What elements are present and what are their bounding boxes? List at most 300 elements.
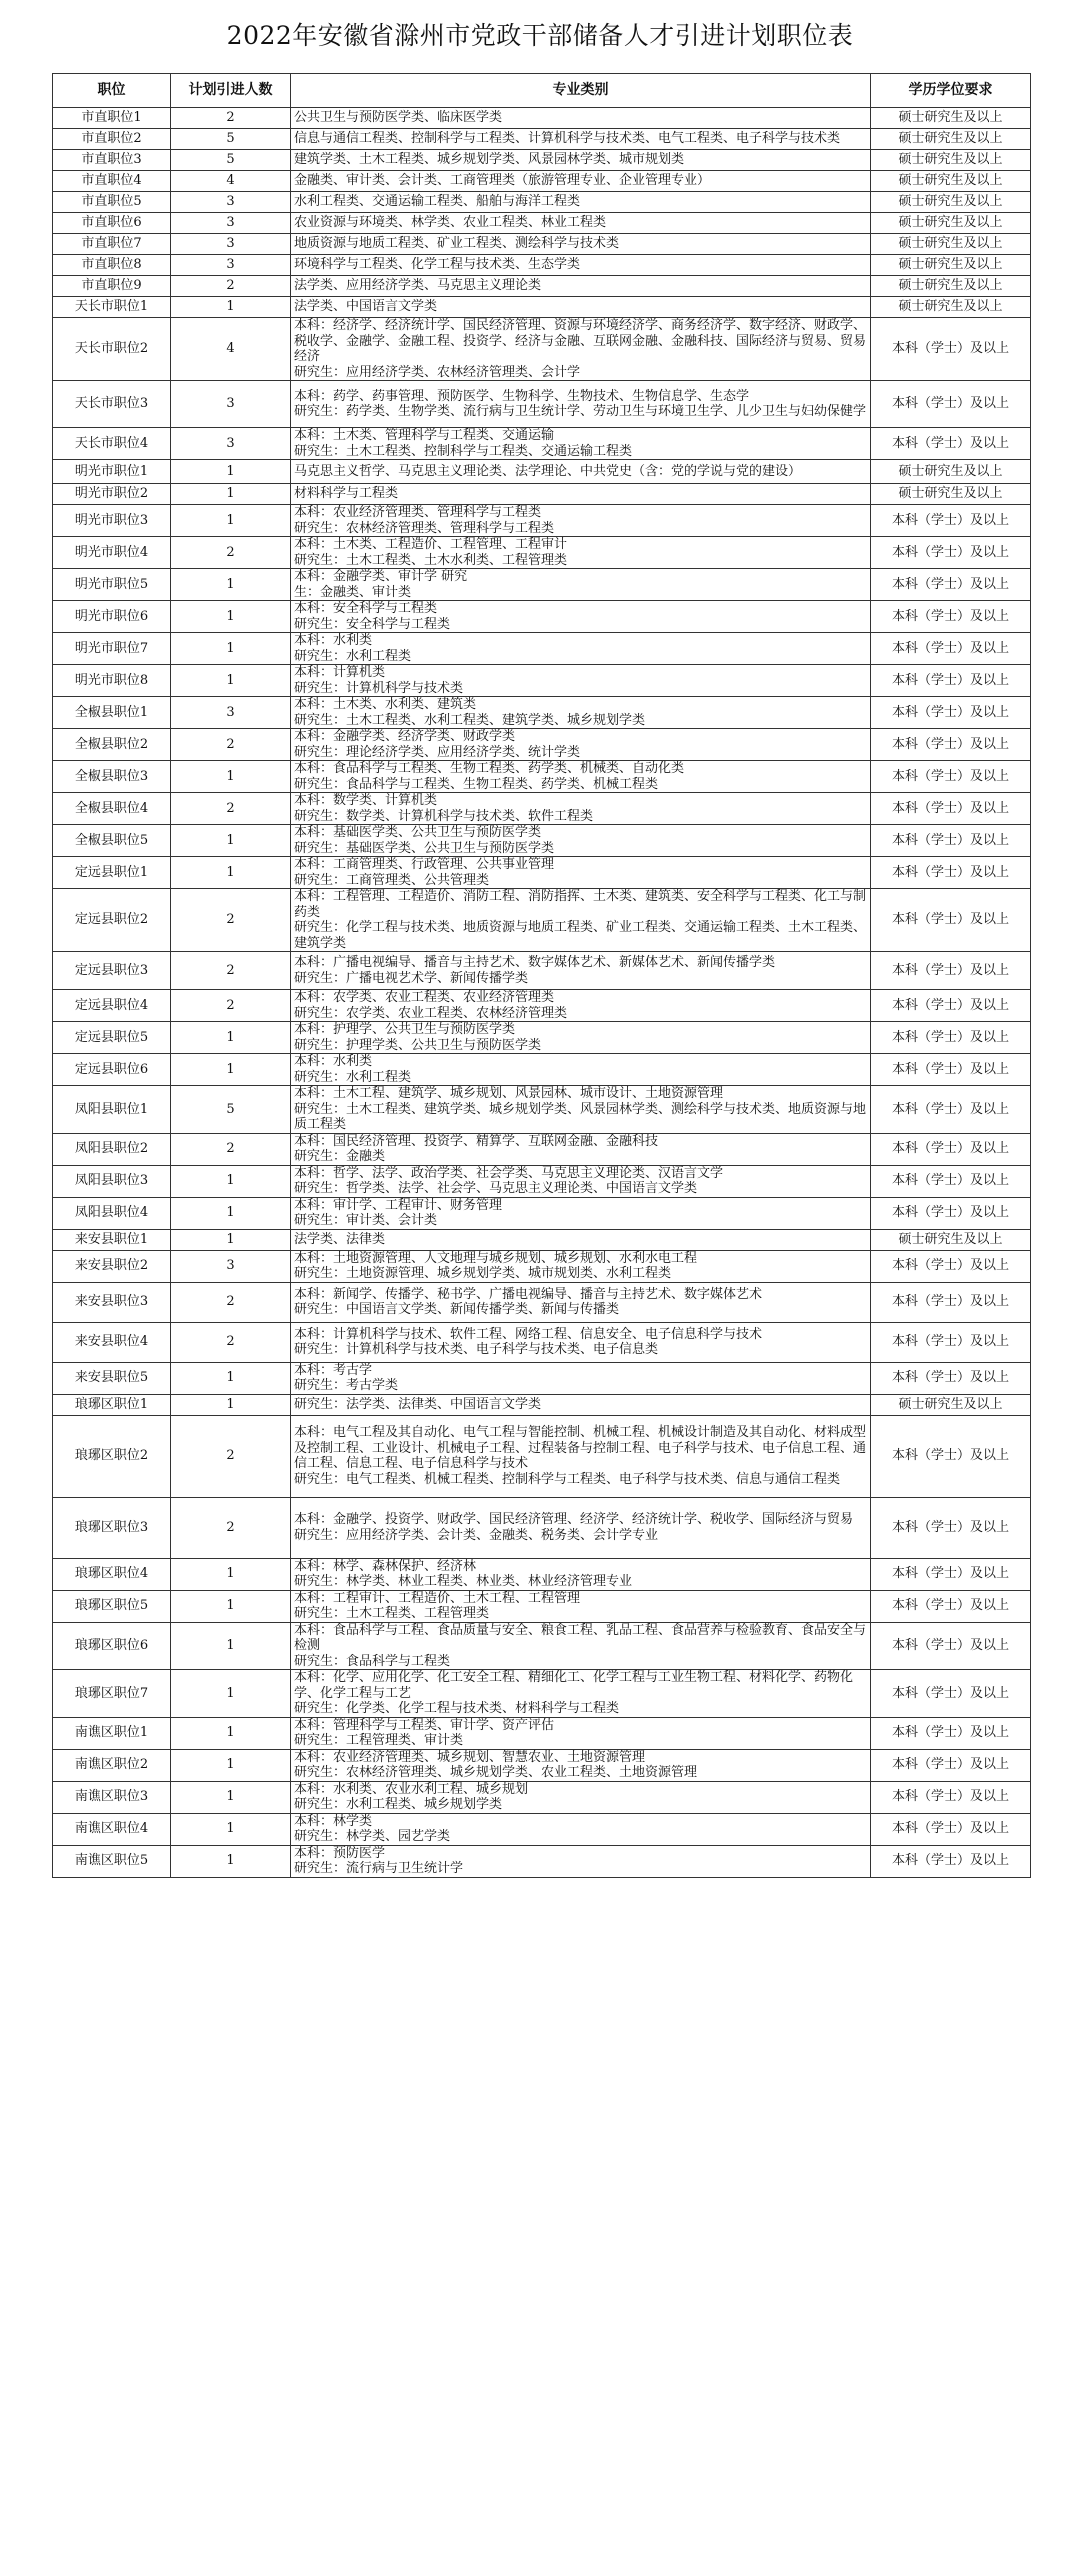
major-line: 本科：土木类、管理科学与工程类、交通运输 xyxy=(294,428,555,443)
major-line: 本科：计算机科学与技术、软件工程、网络工程、信息安全、电子信息科学与技术 xyxy=(294,1326,763,1342)
table-row xyxy=(53,1622,1031,1670)
cell-position: 市直职位6 xyxy=(53,213,171,234)
cell-degree: 本科（学士）及以上 xyxy=(871,761,1031,793)
major-line: 金融类、审计类、会计类、工商管理类（旅游管理专业、企业管理专业） xyxy=(294,173,711,189)
cell-major xyxy=(291,1717,871,1749)
major-line: 本科：工程管理、工程造价、消防工程、消防指挥、土木类、建筑类、安全科学与工程类、化工与制药类 xyxy=(294,889,867,920)
cell-major xyxy=(291,1781,871,1813)
cell-major xyxy=(291,990,871,1022)
major-line: 研究生：水利工程类 xyxy=(294,648,412,664)
cell-count: 3 xyxy=(171,428,291,460)
cell-count: 2 xyxy=(171,276,291,297)
cell-count: 1 xyxy=(171,825,291,857)
cell-major xyxy=(291,150,871,171)
cell-major xyxy=(291,1622,871,1670)
table-row xyxy=(53,192,1031,213)
cell-position: 琅琊区职位5 xyxy=(53,1590,171,1622)
table-row xyxy=(53,428,1031,460)
table-row xyxy=(53,1086,1031,1134)
cell-count: 5 xyxy=(171,150,291,171)
cell-position: 市直职位2 xyxy=(53,129,171,150)
cell-count: 4 xyxy=(171,171,291,192)
table-row xyxy=(53,505,1031,537)
cell-position: 明光市职位7 xyxy=(53,633,171,665)
cell-major xyxy=(291,1845,871,1877)
cell-degree: 本科（学士）及以上 xyxy=(871,1197,1031,1229)
table-row xyxy=(53,381,1031,428)
table-row xyxy=(53,171,1031,192)
cell-degree: 本科（学士）及以上 xyxy=(871,1622,1031,1670)
cell-position: 来安县职位5 xyxy=(53,1362,171,1394)
major-line: 研究生：土木工程类、土木水利类、工程管理类 xyxy=(294,552,568,568)
cell-count: 1 xyxy=(171,1394,291,1415)
cell-position: 凤阳县职位1 xyxy=(53,1086,171,1134)
cell-position: 市直职位8 xyxy=(53,255,171,276)
cell-count: 1 xyxy=(171,1717,291,1749)
table-row xyxy=(53,1197,1031,1229)
major-line: 本科：安全科学与工程类 xyxy=(294,601,438,616)
table-row xyxy=(53,460,1031,484)
cell-count: 3 xyxy=(171,255,291,276)
major-line: 研究生：金融类 xyxy=(294,1149,386,1164)
major-line: 研究生：土木工程类、水利工程类、建筑学类、城乡规划学类 xyxy=(294,712,646,728)
cell-count: 1 xyxy=(171,1781,291,1813)
major-line: 研究生：计算机科学与技术类、电子科学与技术类、电子信息类 xyxy=(294,1342,659,1357)
cell-position: 定远县职位1 xyxy=(53,857,171,889)
cell-position: 来安县职位4 xyxy=(53,1322,171,1362)
cell-position: 定远县职位3 xyxy=(53,952,171,990)
cell-degree: 硕士研究生及以上 xyxy=(871,108,1031,129)
cell-position: 市直职位1 xyxy=(53,108,171,129)
cell-count: 1 xyxy=(171,1845,291,1877)
major-line: 法学类、应用经济学类、马克思主义理论类 xyxy=(294,278,542,294)
cell-position: 明光市职位6 xyxy=(53,601,171,633)
cell-degree: 本科（学士）及以上 xyxy=(871,1133,1031,1165)
major-line: 研究生：理论经济学类、应用经济学类、统计学类 xyxy=(294,744,581,760)
major-line: 本科：土木类、水利类、建筑类 xyxy=(294,697,477,712)
cell-major xyxy=(291,1022,871,1054)
cell-major xyxy=(291,665,871,697)
table-row xyxy=(53,1282,1031,1322)
cell-major xyxy=(291,171,871,192)
major-line: 马克思主义哲学、马克思主义理论类、法学理论、中共党史（含：党的学说与党的建设） xyxy=(294,463,802,479)
cell-degree: 本科（学士）及以上 xyxy=(871,793,1031,825)
major-line: 研究生：农林经济管理类、城乡规划学类、农业工程类、土地资源管理 xyxy=(294,1765,698,1780)
table-body xyxy=(53,108,1031,1878)
major-line: 研究生：农林经济管理类、管理科学与工程类 xyxy=(294,520,555,536)
cell-position: 凤阳县职位2 xyxy=(53,1133,171,1165)
cell-major xyxy=(291,1497,871,1558)
major-line: 地质资源与地质工程类、矿业工程类、测绘科学与技术类 xyxy=(294,236,620,252)
major-line: 研究生：数学类、计算机科学与技术类、软件工程类 xyxy=(294,808,594,824)
cell-position: 凤阳县职位4 xyxy=(53,1197,171,1229)
major-line: 研究生：应用经济学类、农林经济管理类、会计学 xyxy=(294,364,581,380)
table-row xyxy=(53,1229,1031,1250)
cell-position: 琅琊区职位2 xyxy=(53,1415,171,1497)
cell-major xyxy=(291,1590,871,1622)
cell-count: 2 xyxy=(171,1497,291,1558)
major-line: 本科：水利类 xyxy=(294,1054,373,1069)
cell-major xyxy=(291,952,871,990)
major-line: 本科：工商管理类、行政管理、公共事业管理 xyxy=(294,857,555,872)
cell-degree: 本科（学士）及以上 xyxy=(871,381,1031,428)
cell-major xyxy=(291,1133,871,1165)
cell-count: 3 xyxy=(171,697,291,729)
cell-count: 1 xyxy=(171,1362,291,1394)
cell-major xyxy=(291,1054,871,1086)
major-line: 本科：电气工程及其自动化、电气工程与智能控制、机械工程、机械设计制造及其自动化、材料成型及控制工程、工业设计、机械电子工程、过程装备与控制工程、电子科学与技术、电子信息工程、通信工程、信息工程、电子信息科学与技术 xyxy=(294,1425,867,1471)
table-row xyxy=(53,1670,1031,1718)
table-row xyxy=(53,1717,1031,1749)
cell-count: 1 xyxy=(171,601,291,633)
cell-degree: 本科（学士）及以上 xyxy=(871,665,1031,697)
cell-count: 1 xyxy=(171,1197,291,1229)
cell-count: 2 xyxy=(171,889,291,952)
cell-degree: 本科（学士）及以上 xyxy=(871,505,1031,537)
cell-count: 2 xyxy=(171,729,291,761)
major-line: 建筑学类、土木工程类、城乡规划学类、风景园林学类、城市规划类 xyxy=(294,152,685,168)
table-row xyxy=(53,1497,1031,1558)
major-line: 本科：食品科学与工程类、生物工程类、药学类、机械类、自动化类 xyxy=(294,761,685,776)
major-line: 研究生：流行病与卫生统计学 xyxy=(294,1861,464,1876)
major-line: 本科：工程审计、工程造价、土木工程、工程管理 xyxy=(294,1590,581,1606)
cell-position: 琅琊区职位6 xyxy=(53,1622,171,1670)
cell-count: 1 xyxy=(171,460,291,484)
cell-position: 全椒县职位1 xyxy=(53,697,171,729)
major-line: 本科：广播电视编导、播音与主持艺术、数字媒体艺术、新媒体艺术、新闻传播学类 xyxy=(294,955,776,970)
cell-major xyxy=(291,857,871,889)
table-row xyxy=(53,1415,1031,1497)
cell-degree: 硕士研究生及以上 xyxy=(871,255,1031,276)
major-line: 生：金融类、审计类 xyxy=(294,584,412,600)
major-line: 研究生：食品科学与工程类 xyxy=(294,1653,451,1669)
major-line: 本科：新闻学、传播学、秘书学、广播电视编导、播音与主持艺术、数字媒体艺术 xyxy=(294,1286,763,1302)
major-line: 研究生：哲学类、法学、社会学、马克思主义理论类、中国语言文学类 xyxy=(294,1181,698,1196)
major-line: 本科：食品科学与工程、食品质量与安全、粮食工程、乳品工程、食品营养与检验教育、食品安全与检测 xyxy=(294,1622,867,1653)
major-line: 研究生：中国语言文学类、新闻传播学类、新闻与传播类 xyxy=(294,1302,620,1317)
cell-count: 1 xyxy=(171,761,291,793)
major-line: 本科：药学、药事管理、预防医学、生物科学、生物技术、生物信息学、生态学 xyxy=(294,388,750,404)
cell-count: 5 xyxy=(171,129,291,150)
major-line: 法学类、中国语言文学类 xyxy=(294,299,438,315)
table-row xyxy=(53,1054,1031,1086)
major-line: 研究生：护理学类、公共卫生与预防医学类 xyxy=(294,1037,542,1053)
cell-degree: 本科（学士）及以上 xyxy=(871,990,1031,1022)
cell-major xyxy=(291,793,871,825)
major-line: 本科：护理学、公共卫生与预防医学类 xyxy=(294,1022,516,1037)
major-line: 本科：林学、森林保护、经济林 xyxy=(294,1558,477,1574)
cell-degree: 本科（学士）及以上 xyxy=(871,889,1031,952)
position-table xyxy=(52,73,1031,1878)
cell-position: 来安县职位2 xyxy=(53,1250,171,1282)
major-line: 本科：计算机类 xyxy=(294,665,386,680)
major-line: 法学类、法律类 xyxy=(294,1231,386,1247)
cell-count: 1 xyxy=(171,857,291,889)
table-row xyxy=(53,213,1031,234)
table-row xyxy=(53,297,1031,318)
major-line: 研究生：安全科学与工程类 xyxy=(294,616,451,632)
table-row xyxy=(53,761,1031,793)
cell-degree: 本科（学士）及以上 xyxy=(871,1813,1031,1845)
cell-degree: 本科（学士）及以上 xyxy=(871,1590,1031,1622)
major-line: 研究生：食品科学与工程类、生物工程类、药学类、机械工程类 xyxy=(294,776,659,792)
cell-position: 天长市职位4 xyxy=(53,428,171,460)
cell-degree: 本科（学士）及以上 xyxy=(871,1362,1031,1394)
cell-position: 来安县职位1 xyxy=(53,1229,171,1250)
cell-position: 明光市职位4 xyxy=(53,537,171,569)
cell-count: 1 xyxy=(171,569,291,601)
major-line: 研究生：水利工程类、城乡规划学类 xyxy=(294,1797,503,1812)
cell-count: 1 xyxy=(171,1622,291,1670)
cell-count: 1 xyxy=(171,297,291,318)
cell-major xyxy=(291,428,871,460)
cell-degree: 硕士研究生及以上 xyxy=(871,129,1031,150)
major-line: 农业资源与环境类、林学类、农业工程类、林业工程类 xyxy=(294,215,607,231)
cell-major xyxy=(291,729,871,761)
table-row xyxy=(53,857,1031,889)
table-row xyxy=(53,1590,1031,1622)
table-row xyxy=(53,1165,1031,1197)
cell-major xyxy=(291,505,871,537)
table-row xyxy=(53,1558,1031,1590)
cell-degree: 硕士研究生及以上 xyxy=(871,1394,1031,1415)
major-line: 本科：金融学、投资学、财政学、国民经济管理、经济学、经济统计学、税收学、国际经济与贸易 xyxy=(294,1512,854,1527)
cell-degree: 本科（学士）及以上 xyxy=(871,318,1031,381)
cell-degree: 硕士研究生及以上 xyxy=(871,276,1031,297)
major-line: 本科：预防医学 xyxy=(294,1845,386,1861)
table-row xyxy=(53,1322,1031,1362)
header-count: 计划引进人数 xyxy=(171,74,291,108)
major-line: 本科：土木工程、建筑学、城乡规划、风景园林、城市设计、土地资源管理 xyxy=(294,1086,724,1101)
cell-degree: 本科（学士）及以上 xyxy=(871,952,1031,990)
major-line: 研究生：土地资源管理、城乡规划学类、城市规划类、水利工程类 xyxy=(294,1266,672,1281)
cell-position: 全椒县职位5 xyxy=(53,825,171,857)
cell-count: 2 xyxy=(171,108,291,129)
cell-major xyxy=(291,825,871,857)
cell-position: 天长市职位3 xyxy=(53,381,171,428)
cell-degree: 硕士研究生及以上 xyxy=(871,1229,1031,1250)
cell-major xyxy=(291,601,871,633)
cell-degree: 本科（学士）及以上 xyxy=(871,825,1031,857)
cell-degree: 本科（学士）及以上 xyxy=(871,1781,1031,1813)
cell-position: 南谯区职位4 xyxy=(53,1813,171,1845)
cell-major xyxy=(291,276,871,297)
major-line: 研究生：林学类、园艺学类 xyxy=(294,1829,451,1844)
cell-degree: 本科（学士）及以上 xyxy=(871,537,1031,569)
cell-position: 天长市职位2 xyxy=(53,318,171,381)
cell-major xyxy=(291,697,871,729)
header-major: 专业类别 xyxy=(291,74,871,108)
header-degree: 学历学位要求 xyxy=(871,74,1031,108)
cell-degree: 硕士研究生及以上 xyxy=(871,192,1031,213)
cell-major xyxy=(291,1229,871,1250)
table-row xyxy=(53,601,1031,633)
cell-major xyxy=(291,569,871,601)
table-row xyxy=(53,537,1031,569)
cell-major xyxy=(291,484,871,505)
cell-position: 琅琊区职位4 xyxy=(53,1558,171,1590)
major-line: 本科：林学类 xyxy=(294,1813,373,1829)
table-row xyxy=(53,990,1031,1022)
cell-position: 市直职位5 xyxy=(53,192,171,213)
table-row xyxy=(53,276,1031,297)
cell-degree: 本科（学士）及以上 xyxy=(871,569,1031,601)
table-row xyxy=(53,569,1031,601)
cell-count: 1 xyxy=(171,633,291,665)
cell-degree: 本科（学士）及以上 xyxy=(871,1022,1031,1054)
cell-position: 明光市职位5 xyxy=(53,569,171,601)
cell-degree: 本科（学士）及以上 xyxy=(871,1086,1031,1134)
table-row xyxy=(53,1022,1031,1054)
cell-position: 凤阳县职位3 xyxy=(53,1165,171,1197)
cell-position: 明光市职位2 xyxy=(53,484,171,505)
cell-position: 天长市职位1 xyxy=(53,297,171,318)
table-row xyxy=(53,1749,1031,1781)
cell-count: 2 xyxy=(171,1133,291,1165)
document-title: 2022年安徽省滁州市党政干部储备人才引进计划职位表 xyxy=(226,21,854,50)
cell-position: 南谯区职位1 xyxy=(53,1717,171,1749)
cell-count: 1 xyxy=(171,1558,291,1590)
table-row xyxy=(53,318,1031,381)
cell-major xyxy=(291,108,871,129)
table-row xyxy=(53,234,1031,255)
table-row xyxy=(53,255,1031,276)
major-line: 研究生：农学类、农业工程类、农林经济管理类 xyxy=(294,1005,568,1021)
table-row xyxy=(53,1362,1031,1394)
major-line: 本科：农业经济管理类、管理科学与工程类 xyxy=(294,505,542,520)
major-line: 研究生：水利工程类 xyxy=(294,1069,412,1085)
cell-position: 市直职位9 xyxy=(53,276,171,297)
major-line: 本科：农业经济管理类、城乡规划、智慧农业、土地资源管理 xyxy=(294,1749,646,1765)
cell-degree: 本科（学士）及以上 xyxy=(871,601,1031,633)
cell-major xyxy=(291,761,871,793)
cell-degree: 硕士研究生及以上 xyxy=(871,484,1031,505)
major-line: 环境科学与工程类、化学工程与技术类、生态学类 xyxy=(294,257,581,273)
major-line: 研究生：土木工程类、建筑学类、城乡规划学类、风景园林学类、测绘科学与技术类、地质资源与地质工程类 xyxy=(294,1101,867,1132)
major-line: 本科：数学类、计算机类 xyxy=(294,793,438,808)
cell-position: 市直职位3 xyxy=(53,150,171,171)
cell-degree: 硕士研究生及以上 xyxy=(871,150,1031,171)
major-line: 研究生：土木工程类、控制科学与工程类、交通运输工程类 xyxy=(294,443,633,459)
cell-major xyxy=(291,1813,871,1845)
major-line: 本科：考古学 xyxy=(294,1362,373,1378)
cell-major xyxy=(291,460,871,484)
cell-count: 2 xyxy=(171,537,291,569)
cell-degree: 本科（学士）及以上 xyxy=(871,1845,1031,1877)
major-line: 研究生：计算机科学与技术类 xyxy=(294,680,464,696)
cell-major xyxy=(291,234,871,255)
cell-position: 定远县职位5 xyxy=(53,1022,171,1054)
table-header-row xyxy=(53,74,1031,108)
cell-position: 琅琊区职位1 xyxy=(53,1394,171,1415)
cell-count: 2 xyxy=(171,952,291,990)
cell-major xyxy=(291,213,871,234)
cell-count: 1 xyxy=(171,665,291,697)
cell-count: 3 xyxy=(171,213,291,234)
major-line: 本科：土地资源管理、人文地理与城乡规划、城乡规划、水利水电工程 xyxy=(294,1250,698,1266)
major-line: 研究生：审计类、会计类 xyxy=(294,1213,438,1228)
cell-position: 南谯区职位3 xyxy=(53,1781,171,1813)
cell-degree: 本科（学士）及以上 xyxy=(871,1250,1031,1282)
cell-degree: 本科（学士）及以上 xyxy=(871,1054,1031,1086)
cell-count: 5 xyxy=(171,1086,291,1134)
cell-count: 3 xyxy=(171,1250,291,1282)
cell-position: 明光市职位3 xyxy=(53,505,171,537)
cell-degree: 硕士研究生及以上 xyxy=(871,234,1031,255)
cell-count: 1 xyxy=(171,505,291,537)
major-line: 本科：土木类、工程造价、工程管理、工程审计 xyxy=(294,537,568,552)
major-line: 本科：农学类、农业工程类、农业经济管理类 xyxy=(294,990,555,1005)
cell-count: 1 xyxy=(171,484,291,505)
cell-position: 全椒县职位2 xyxy=(53,729,171,761)
cell-major xyxy=(291,1415,871,1497)
cell-major xyxy=(291,1362,871,1394)
cell-count: 2 xyxy=(171,1282,291,1322)
cell-count: 2 xyxy=(171,1415,291,1497)
major-line: 研究生：林学类、林业工程类、林业类、林业经济管理专业 xyxy=(294,1574,633,1589)
cell-degree: 本科（学士）及以上 xyxy=(871,633,1031,665)
table-row xyxy=(53,108,1031,129)
cell-major xyxy=(291,633,871,665)
cell-degree: 本科（学士）及以上 xyxy=(871,428,1031,460)
cell-degree: 本科（学士）及以上 xyxy=(871,1558,1031,1590)
table-row xyxy=(53,1394,1031,1415)
cell-major xyxy=(291,1197,871,1229)
major-line: 研究生：化学类、化学工程与技术类、材料科学与工程类 xyxy=(294,1701,620,1716)
cell-position: 来安县职位3 xyxy=(53,1282,171,1322)
cell-major xyxy=(291,1322,871,1362)
cell-major xyxy=(291,297,871,318)
cell-position: 定远县职位6 xyxy=(53,1054,171,1086)
table-row xyxy=(53,1133,1031,1165)
cell-count: 4 xyxy=(171,318,291,381)
table-row xyxy=(53,1250,1031,1282)
cell-count: 3 xyxy=(171,234,291,255)
cell-degree: 硕士研究生及以上 xyxy=(871,460,1031,484)
major-line: 信息与通信工程类、控制科学与工程类、计算机科学与技术类、电气工程类、电子科学与技术类 xyxy=(294,131,841,147)
cell-position: 定远县职位4 xyxy=(53,990,171,1022)
major-line: 本科：金融学类、经济学类、财政学类 xyxy=(294,729,516,744)
cell-major xyxy=(291,1250,871,1282)
cell-position: 明光市职位8 xyxy=(53,665,171,697)
major-line: 本科：化学、应用化学、化工安全工程、精细化工、化学工程与工业生物工程、材料化学、药物化学、化学工程与工艺 xyxy=(294,1670,854,1701)
cell-position: 明光市职位1 xyxy=(53,460,171,484)
cell-major xyxy=(291,889,871,952)
cell-count: 1 xyxy=(171,1022,291,1054)
table-row xyxy=(53,633,1031,665)
table-row xyxy=(53,729,1031,761)
cell-major xyxy=(291,537,871,569)
cell-position: 南谯区职位2 xyxy=(53,1749,171,1781)
cell-count: 1 xyxy=(171,1813,291,1845)
major-line: 本科：水利类 xyxy=(294,633,373,648)
cell-count: 2 xyxy=(171,990,291,1022)
cell-degree: 本科（学士）及以上 xyxy=(871,1749,1031,1781)
cell-position: 南谯区职位5 xyxy=(53,1845,171,1877)
major-line: 研究生：药学类、生物学类、流行病与卫生统计学、劳动卫生与环境卫生学、儿少卫生与妇幼保健学 xyxy=(294,404,867,419)
cell-position: 琅琊区职位3 xyxy=(53,1497,171,1558)
cell-count: 1 xyxy=(171,1165,291,1197)
major-line: 本科：哲学、法学、政治学类、社会学类、马克思主义理论类、汉语言文学 xyxy=(294,1165,724,1181)
cell-degree: 硕士研究生及以上 xyxy=(871,297,1031,318)
cell-degree: 本科（学士）及以上 xyxy=(871,1717,1031,1749)
cell-degree: 本科（学士）及以上 xyxy=(871,1282,1031,1322)
header-position: 职位 xyxy=(53,74,171,108)
cell-position: 定远县职位2 xyxy=(53,889,171,952)
cell-position: 全椒县职位3 xyxy=(53,761,171,793)
table-row xyxy=(53,1781,1031,1813)
major-line: 研究生：考古学类 xyxy=(294,1378,399,1393)
